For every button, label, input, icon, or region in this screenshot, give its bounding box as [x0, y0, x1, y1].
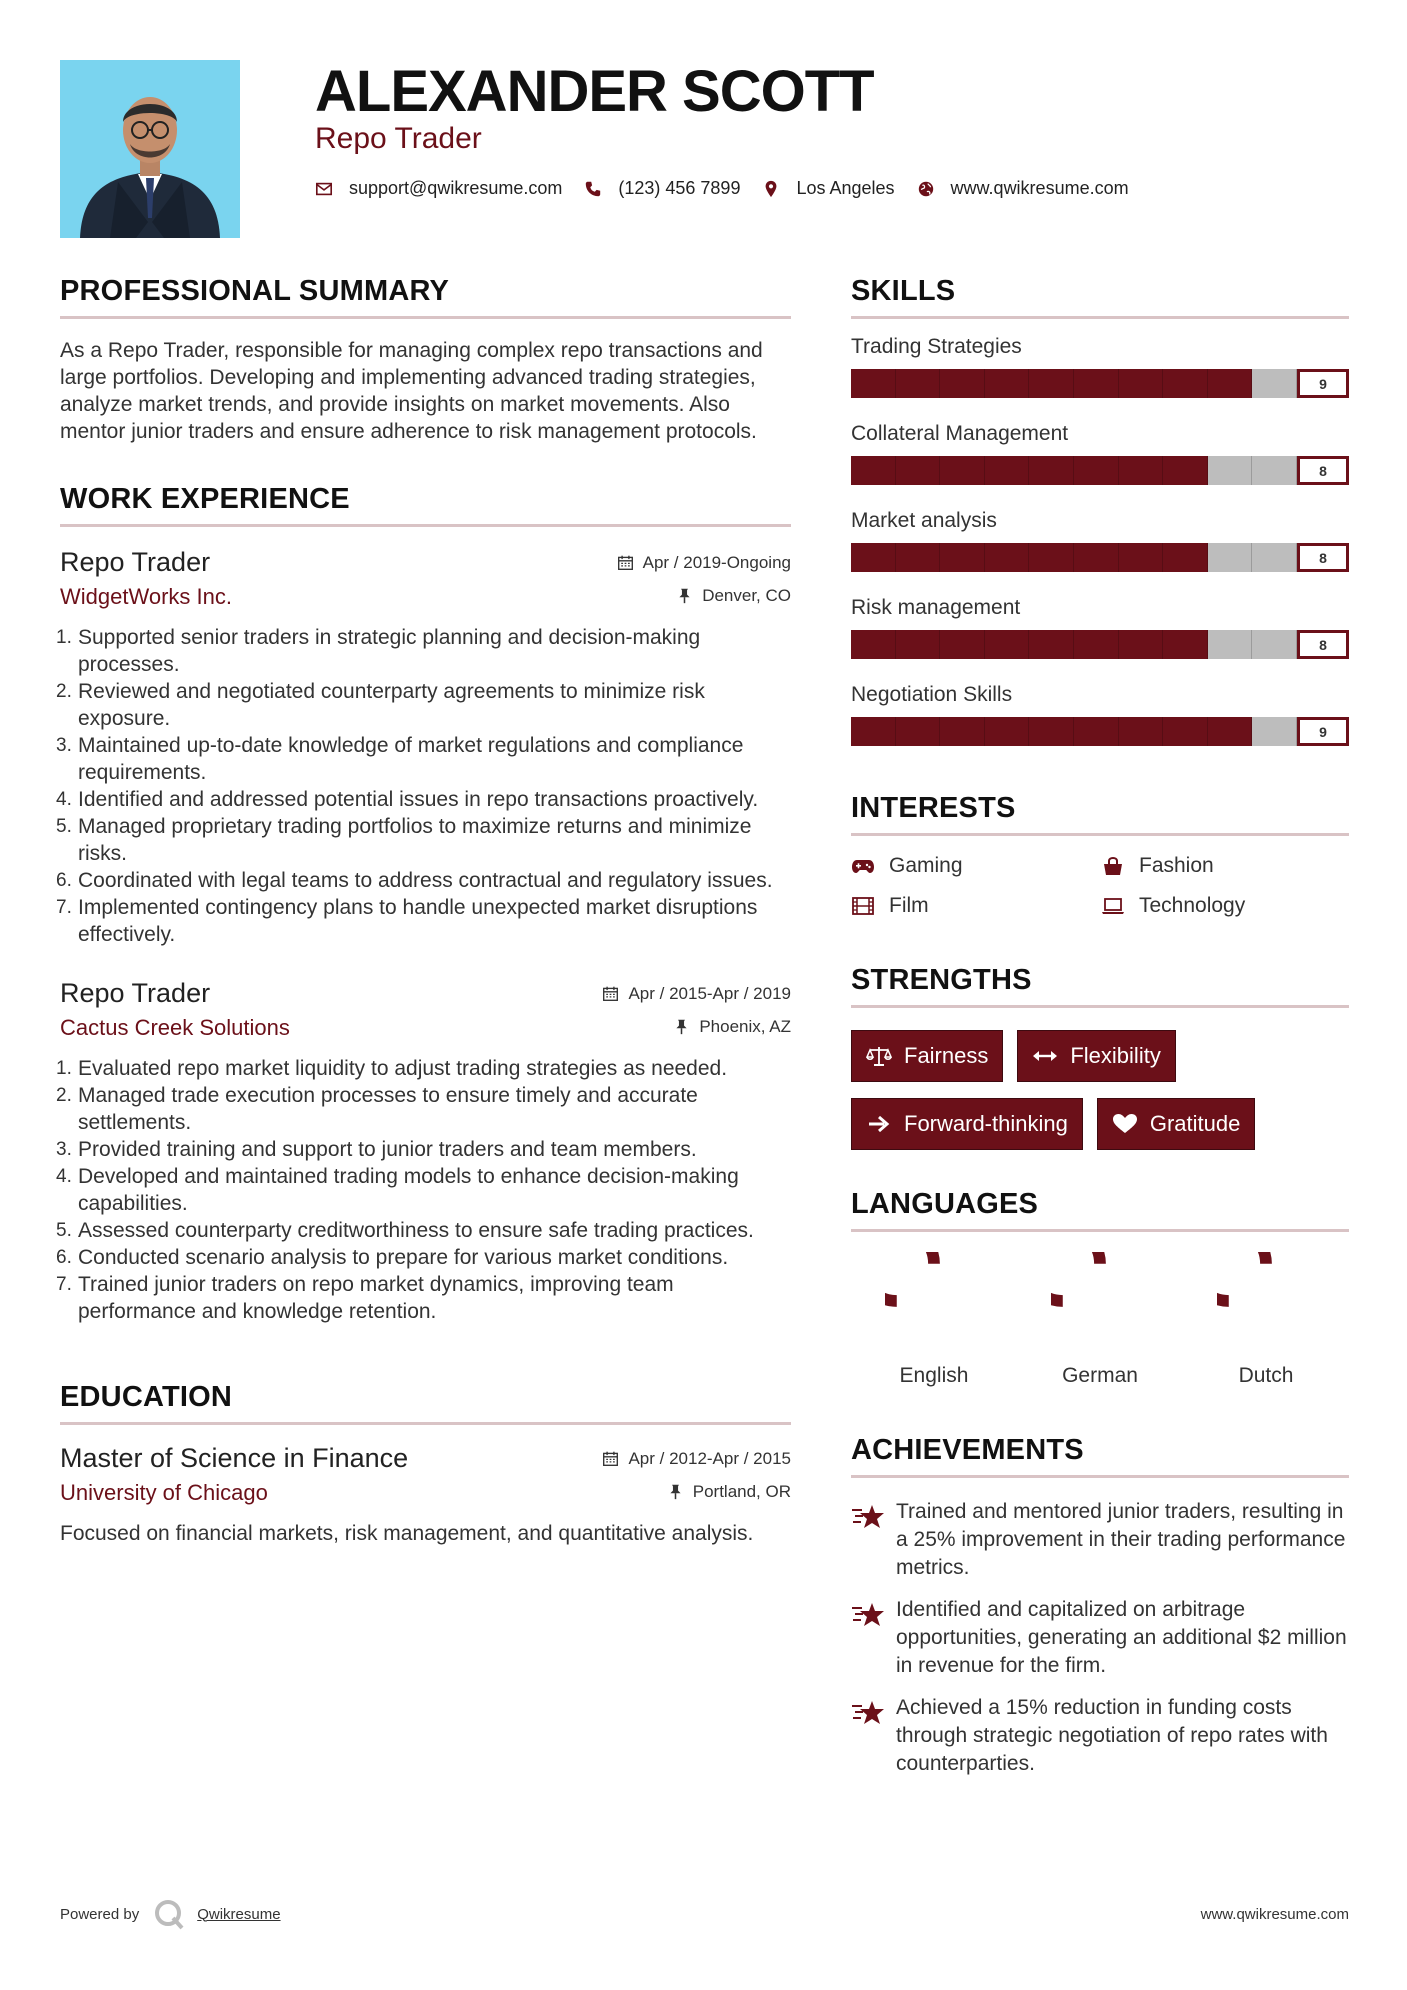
interests-title: INTERESTS	[851, 792, 1016, 824]
language-item	[851, 1252, 1017, 1388]
contact-website[interactable]	[917, 178, 1129, 199]
skill-segment	[1074, 543, 1119, 572]
section-divider	[851, 316, 1349, 319]
footer-powered-by	[60, 1898, 281, 1930]
skill-segment	[1163, 456, 1208, 485]
shooting-star-icon	[851, 1600, 885, 1630]
achievement-item	[851, 1498, 1349, 1582]
skill-label: Market analysis	[851, 509, 997, 532]
list-item: 6. Conducted scenario analysis to prepare for various market conditions.	[56, 1246, 729, 1269]
shooting-star-icon	[851, 1502, 885, 1532]
list-item: 4. Identified and addressed potential issues in repo transactions proactively.	[56, 788, 759, 811]
skill-segment	[940, 630, 985, 659]
phone-icon	[584, 180, 602, 198]
strength-label: Gratitude	[1149, 1111, 1241, 1136]
skill-segment	[1163, 369, 1208, 398]
laptop-icon	[1101, 895, 1125, 917]
contact-website-text: www.qwikresume.com	[950, 178, 1129, 198]
list-item: 5. Assessed counterparty creditworthiness to ensure safe trading practices.	[56, 1219, 754, 1242]
education-title: EDUCATION	[60, 1381, 233, 1413]
list-item: 3. Provided training and support to junior traders and team members.	[56, 1138, 697, 1161]
skill-segment	[985, 717, 1030, 746]
skill-segment	[851, 456, 896, 485]
language-item	[1017, 1252, 1183, 1388]
calendar-icon	[602, 1450, 619, 1467]
skill-segment	[985, 456, 1030, 485]
contact-location	[762, 178, 894, 199]
summary-title: PROFESSIONAL SUMMARY	[60, 275, 450, 307]
contact-email[interactable]	[315, 178, 562, 199]
skill-segment	[1074, 630, 1119, 659]
skill-segment	[1119, 369, 1164, 398]
language-level-ring	[885, 1252, 983, 1350]
skill-segment	[896, 369, 941, 398]
interest-label: Technology	[1139, 894, 1246, 917]
skill-segment	[1119, 630, 1164, 659]
pushpin-icon	[676, 587, 693, 604]
job-entry	[56, 978, 791, 1325]
skills-list	[851, 335, 1349, 746]
language-level-ring	[1217, 1252, 1315, 1350]
globe-icon	[917, 180, 935, 198]
skill-level-badge: 8	[1297, 630, 1349, 659]
strength-chip-gratitude	[1097, 1098, 1256, 1150]
interest-film	[851, 894, 1101, 918]
achievements-title: ACHIEVEMENTS	[851, 1434, 1084, 1466]
calendar-icon	[617, 554, 634, 571]
brand-link[interactable]: Qwikresume	[197, 1905, 281, 1923]
skill-level-badge: 9	[1297, 369, 1349, 398]
skill-segment	[940, 717, 985, 746]
candidate-role: Repo Trader	[315, 122, 482, 155]
skill-segment	[851, 369, 896, 398]
skill-segment	[940, 543, 985, 572]
contact-phone-text: (123) 456 7899	[618, 178, 741, 198]
job-duties	[56, 1055, 791, 1325]
strength-chip-flexibility	[1017, 1030, 1175, 1082]
skill-segment	[940, 456, 985, 485]
qwikresume-logo-icon	[153, 1898, 185, 1930]
right-column	[851, 275, 1349, 1792]
interests-grid	[851, 854, 1349, 918]
section-divider	[60, 1422, 791, 1425]
film-icon	[851, 895, 875, 917]
job-location-text: Phoenix, AZ	[699, 1016, 791, 1036]
contact-bar	[315, 178, 1151, 199]
job-location	[676, 586, 791, 606]
shooting-star-icon	[851, 1698, 885, 1728]
skill-segment	[1208, 630, 1253, 659]
job-dates	[602, 984, 791, 1004]
list-item: 6. Coordinated with legal teams to address contractual and regulatory issues.	[56, 869, 773, 892]
skill-level-badge: 8	[1297, 456, 1349, 485]
skill-segment	[985, 369, 1030, 398]
degree-title: Master of Science in Finance	[60, 1443, 409, 1473]
job-dates-text: Apr / 2019-Ongoing	[642, 552, 791, 572]
skill-segment	[985, 630, 1030, 659]
skill-level-badge: 8	[1297, 543, 1349, 572]
skill-segment	[1029, 369, 1074, 398]
section-divider	[851, 1229, 1349, 1232]
skill-segment	[1208, 543, 1253, 572]
footer-website[interactable]: www.qwikresume.com	[1200, 1906, 1349, 1923]
list-item: 7. Implemented contingency plans to handle unexpected market disruptions effectively.	[56, 896, 758, 946]
skill-segment	[1208, 456, 1253, 485]
language-level-arc	[885, 1252, 934, 1301]
skill-segment	[1163, 630, 1208, 659]
skill-level-badge: 9	[1297, 717, 1349, 746]
skill-segment	[1029, 717, 1074, 746]
interest-label: Film	[889, 894, 929, 917]
skill-item	[851, 335, 1349, 398]
job-title: Repo Trader	[60, 547, 211, 577]
list-item: 2. Reviewed and negotiated counterparty agreements to minimize risk exposure.	[56, 680, 705, 730]
achievement-text: Trained and mentored junior traders, resulting in a 25% improvement in their trading performance metrics.	[896, 1500, 1346, 1579]
language-item	[1183, 1252, 1349, 1388]
powered-by-text: Powered by	[60, 1905, 140, 1923]
skill-segment	[1163, 543, 1208, 572]
experience-section	[56, 483, 791, 1325]
interest-fashion	[1101, 854, 1349, 878]
interest-label: Gaming	[889, 854, 963, 877]
skill-segment	[1119, 717, 1164, 746]
skill-segment	[1119, 543, 1164, 572]
gamepad-icon	[851, 855, 875, 877]
job-location	[673, 1017, 791, 1037]
section-divider	[851, 1005, 1349, 1008]
education-location-text: Portland, OR	[692, 1481, 791, 1501]
languages-section	[851, 1188, 1349, 1388]
map-marker-icon	[762, 180, 780, 198]
skill-segment	[1029, 456, 1074, 485]
shopping-bag-icon	[1101, 855, 1125, 877]
skill-segment	[1208, 369, 1253, 398]
section-divider	[60, 524, 791, 527]
strengths-list	[851, 1030, 1349, 1150]
list-item: 1. Evaluated repo market liquidity to adjust trading strategies as needed.	[56, 1057, 728, 1080]
achievement-item	[851, 1694, 1349, 1778]
summary-section	[60, 275, 791, 445]
strength-chip-forward-thinking	[851, 1098, 1083, 1150]
interests-section	[851, 792, 1349, 918]
achievements-section	[851, 1434, 1349, 1778]
strength-label: Fairness	[904, 1043, 989, 1068]
skill-label: Negotiation Skills	[851, 683, 1013, 706]
list-item: 7. Trained junior traders on repo market dynamics, improving team performance and knowledge retention.	[56, 1273, 674, 1323]
strength-label: Flexibility	[1070, 1043, 1161, 1068]
skill-segment	[851, 630, 896, 659]
skills-title: SKILLS	[851, 275, 956, 307]
strengths-section	[851, 964, 1349, 1150]
education-location	[667, 1482, 791, 1502]
job-location-text: Denver, CO	[702, 585, 791, 605]
contact-phone[interactable]	[584, 178, 740, 199]
skill-segment	[1252, 630, 1297, 659]
skill-segment	[1029, 543, 1074, 572]
skill-bar	[851, 369, 1349, 398]
education-description: Focused on financial markets, risk management, and quantitative analysis.	[60, 1522, 754, 1545]
job-entry	[56, 547, 791, 948]
job-dates	[617, 553, 791, 573]
skill-segment	[851, 717, 896, 746]
skill-segment	[1029, 630, 1074, 659]
arrows-horizontal-icon	[1032, 1045, 1058, 1067]
skill-bar	[851, 543, 1349, 572]
skill-segment	[1252, 369, 1297, 398]
list-item: 5. Managed proprietary trading portfolios to maximize returns and minimize risks.	[56, 815, 752, 865]
skill-item	[851, 683, 1349, 746]
language-name: German	[1062, 1364, 1138, 1387]
heart-icon	[1112, 1113, 1138, 1135]
list-item: 3. Maintained up-to-date knowledge of market regulations and compliance requirements.	[56, 734, 744, 784]
pushpin-icon	[667, 1483, 684, 1500]
achievement-item	[851, 1596, 1349, 1680]
section-divider	[851, 833, 1349, 836]
education-section	[60, 1381, 791, 1547]
skill-bar	[851, 717, 1349, 746]
skill-segment	[1252, 717, 1297, 746]
languages-list	[851, 1252, 1349, 1388]
job-company: WidgetWorks Inc.	[60, 584, 232, 609]
job-duties	[56, 624, 791, 948]
person-portrait-icon	[60, 60, 240, 238]
skill-segment	[851, 543, 896, 572]
calendar-icon	[602, 985, 619, 1002]
balance-scale-icon	[866, 1045, 892, 1067]
skill-segment	[1252, 456, 1297, 485]
interest-gaming	[851, 854, 1101, 878]
skill-item	[851, 422, 1349, 485]
strength-label: Forward-thinking	[904, 1111, 1068, 1136]
language-name: Dutch	[1238, 1364, 1294, 1387]
education-entry	[60, 1443, 791, 1547]
language-level-arc	[1051, 1252, 1100, 1301]
list-item: 2. Managed trade execution processes to ensure timely and accurate settlements.	[56, 1084, 698, 1134]
skill-segment	[1163, 717, 1208, 746]
language-level-arc	[1217, 1252, 1266, 1301]
skill-segment	[940, 369, 985, 398]
skill-segment	[1074, 369, 1119, 398]
education-dates-text: Apr / 2012-Apr / 2015	[628, 1448, 791, 1468]
experience-title: WORK EXPERIENCE	[60, 483, 350, 515]
skill-label: Collateral Management	[851, 422, 1069, 445]
achievement-text: Identified and capitalized on arbitrage opportunities, generating an additional $2 million in revenue for the firm.	[896, 1598, 1347, 1677]
education-dates	[602, 1449, 791, 1469]
left-column	[56, 275, 791, 1547]
section-divider	[851, 1475, 1349, 1478]
arrow-right-icon	[866, 1113, 892, 1135]
skill-item	[851, 509, 1349, 572]
contact-email-text: support@qwikresume.com	[349, 178, 563, 198]
skill-segment	[1208, 717, 1253, 746]
skill-segment	[1119, 456, 1164, 485]
skill-segment	[896, 543, 941, 572]
skill-bar	[851, 456, 1349, 485]
job-dates-text: Apr / 2015-Apr / 2019	[628, 983, 791, 1003]
skill-bar	[851, 630, 1349, 659]
summary-text: As a Repo Trader, responsible for managing complex repo transactions and large portfolios. Developing and implementing advanced trading strategies, analyze market trends, and provide insights on market movements. Also mentor junior traders and ensure adherence to risk management protocols.	[60, 339, 763, 443]
skill-segment	[896, 717, 941, 746]
skill-segment	[1074, 456, 1119, 485]
contact-location-text: Los Angeles	[796, 178, 895, 198]
skill-label: Trading Strategies	[851, 335, 1022, 358]
interest-label: Fashion	[1139, 854, 1214, 877]
candidate-name: ALEXANDER SCOTT	[315, 59, 874, 124]
interest-technology	[1101, 894, 1349, 918]
strengths-title: STRENGTHS	[851, 964, 1032, 996]
pushpin-icon	[673, 1018, 690, 1035]
languages-title: LANGUAGES	[851, 1188, 1039, 1220]
language-level-ring	[1051, 1252, 1149, 1350]
job-company: Cactus Creek Solutions	[60, 1015, 290, 1040]
skill-segment	[1252, 543, 1297, 572]
skill-segment	[896, 630, 941, 659]
envelope-icon	[315, 180, 333, 198]
achievements-list	[851, 1498, 1349, 1778]
skill-segment	[985, 543, 1030, 572]
achievement-text: Achieved a 15% reduction in funding costs through strategic negotiation of repo rates with counterparties.	[896, 1696, 1328, 1775]
list-item: 4. Developed and maintained trading models to enhance decision-making capabilities.	[56, 1165, 739, 1215]
school-name: University of Chicago	[60, 1480, 268, 1505]
skills-section	[851, 275, 1349, 746]
skill-segment	[1074, 717, 1119, 746]
language-name: English	[899, 1364, 969, 1387]
section-divider	[60, 316, 791, 319]
skill-label: Risk management	[851, 596, 1021, 619]
skill-item	[851, 596, 1349, 659]
job-title: Repo Trader	[60, 978, 211, 1008]
profile-photo	[60, 60, 240, 238]
skill-segment	[896, 456, 941, 485]
list-item: 1. Supported senior traders in strategic planning and decision-making processes.	[56, 626, 701, 676]
strength-chip-fairness	[851, 1030, 1003, 1082]
